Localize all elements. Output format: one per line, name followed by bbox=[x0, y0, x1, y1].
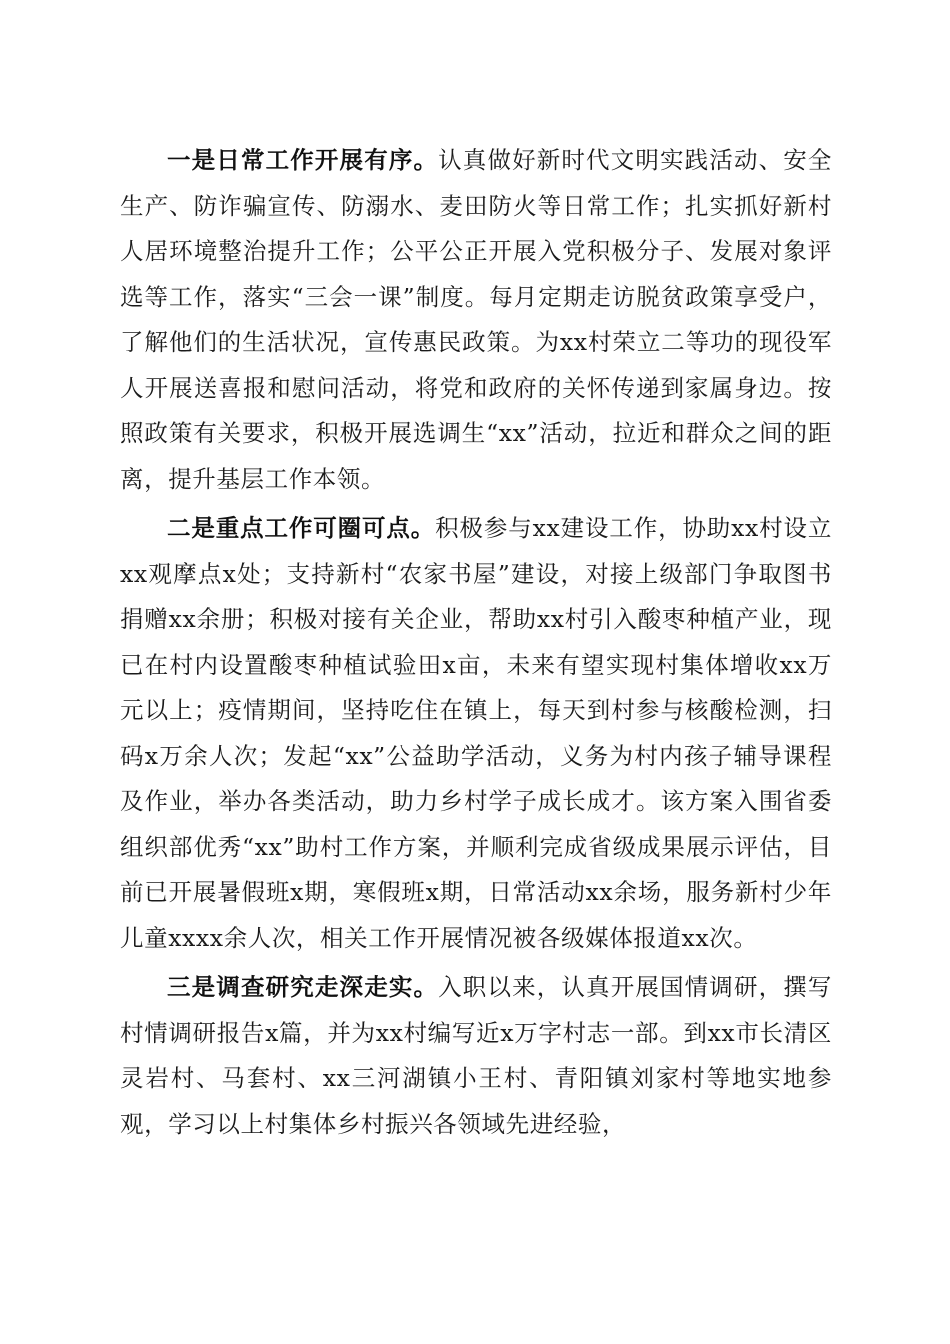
paragraph-heading: 一是日常工作开展有序。 bbox=[167, 146, 439, 174]
document-body bbox=[120, 138, 832, 1151]
paragraph-heading: 三是调查研究走深走实。 bbox=[167, 973, 439, 1001]
paragraph-text: 入职以来，认真开展国情调研，撰写村情调研报告x篇，并为xx村编写近x万字村志一部。到xx市长清区灵岩村、马套村、xx三河湖镇小王村、青阳镇刘家村等地实地参观，学习以上村集体乡村振兴各领域先进经验， bbox=[120, 973, 832, 1138]
paragraph-key-work bbox=[120, 506, 832, 961]
paragraph-daily-work bbox=[120, 138, 832, 502]
paragraph-research bbox=[120, 965, 832, 1147]
paragraph-text: 认真做好新时代文明实践活动、安全生产、防诈骗宣传、防溺水、麦田防火等日常工作；扎实抓好新村人居环境整治提升工作；公平公正开展入党积极分子、发展对象评选等工作，落实“三会一课”制度。每月定期走访脱贫政策享受户，了解他们的生活状况，宣传惠民政策。为xx村荣立二等功的现役军人开展送喜报和慰问活动，将党和政府的关怀传递到家属身边。按照政策有关要求，积极开展选调生“xx”活动，拉近和群众之间的距离，提升基层工作本领。 bbox=[120, 146, 832, 493]
paragraph-text: 积极参与xx建设工作，协助xx村设立xx观摩点x处；支持新村“农家书屋”建设，对接上级部门争取图书捐赠xx余册；积极对接有关企业，帮助xx村引入酸枣种植产业，现已在村内设置酸枣种植试验田x亩，未来有望实现村集体增收xx万元以上；疫情期间，坚持吃住在镇上，每天到村参与核酸检测，扫码x万余人次；发起“xx”公益助学活动，义务为村内孩子辅导课程及作业，举办各类活动，助力乡村学子成长成才。该方案入围省委组织部优秀“xx”助村工作方案，并顺利完成省级成果展示评估，目前已开展暑假班x期，寒假班x期，日常活动xx余场，服务新村少年儿童xxxx余人次，相关工作开展情况被各级媒体报道xx次。 bbox=[120, 514, 833, 952]
paragraph-heading: 二是重点工作可圈可点。 bbox=[167, 514, 436, 542]
